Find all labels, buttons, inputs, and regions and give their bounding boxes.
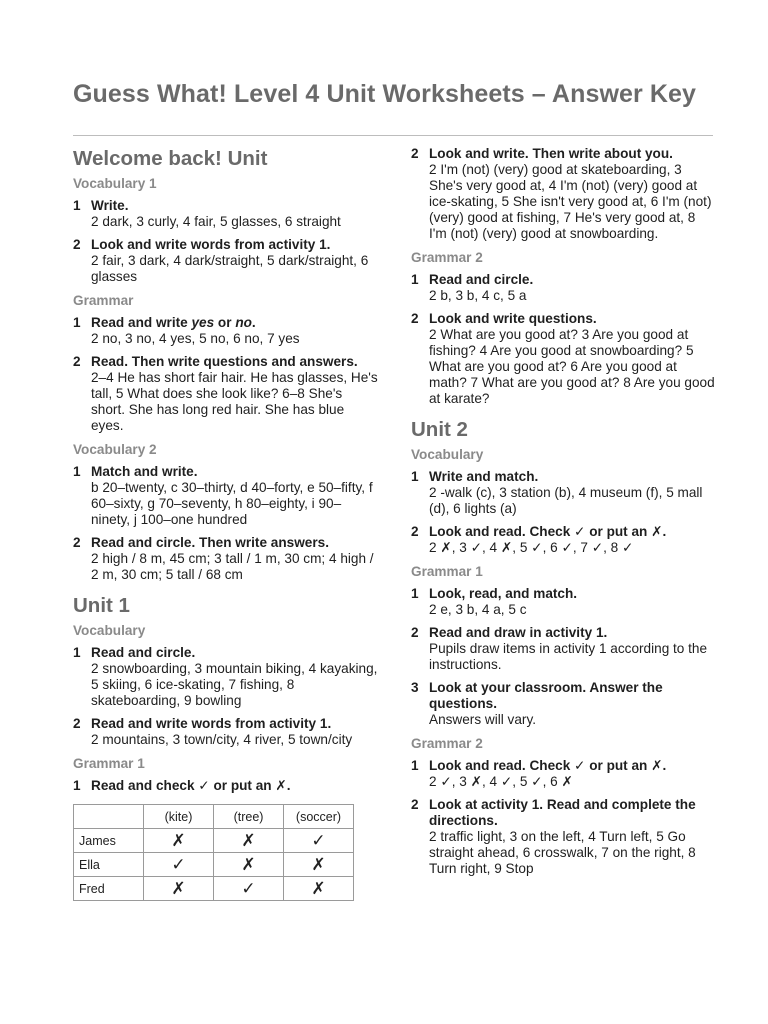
item-number: 1 bbox=[73, 464, 81, 479]
item-instruction: Read and circle. bbox=[91, 645, 196, 660]
table-row-name: Ella bbox=[74, 853, 144, 877]
item-number: 1 bbox=[73, 198, 81, 213]
item-instruction: Read and write words from activity 1. bbox=[91, 716, 332, 731]
section-title-unit1-grammar2: Grammar 2 bbox=[411, 250, 483, 265]
item-answer: Pupils draw items in activity 1 according to the instructions. bbox=[429, 641, 708, 672]
item-number: 2 bbox=[73, 716, 81, 731]
answer-item bbox=[411, 524, 716, 556]
check-table bbox=[73, 804, 354, 901]
item-number: 1 bbox=[73, 778, 81, 793]
page-title: Guess What! Level 4 Unit Worksheets – Answer Key bbox=[73, 80, 697, 108]
item-number: 1 bbox=[411, 469, 419, 484]
item-instruction: Look and write. Then write about you. bbox=[429, 146, 673, 161]
item-instruction: Read and circle. Then write answers. bbox=[91, 535, 329, 550]
answer-item bbox=[73, 354, 378, 434]
item-instruction: Read and draw in activity 1. bbox=[429, 625, 608, 640]
item-number: 2 bbox=[411, 524, 419, 539]
item-answer: 2 fair, 3 dark, 4 dark/straight, 5 dark/straight, 6 glasses bbox=[91, 253, 369, 284]
table-mark-cell: ✗ bbox=[144, 829, 214, 853]
item-instruction: Look and write words from activity 1. bbox=[91, 237, 331, 252]
item-instruction: Look and write questions. bbox=[429, 311, 597, 326]
item-answer: b 20–twenty, c 30–thirty, d 40–forty, e 50–fifty, f 60–sixty, g 70–seventy, h 80–eighty, i 90–ninety, j 100–one hundred bbox=[91, 480, 373, 527]
item-instruction: Write and match. bbox=[429, 469, 539, 484]
item-answer: 2 dark, 3 curly, 4 fair, 5 glasses, 6 straight bbox=[91, 214, 341, 229]
item-number: 2 bbox=[73, 237, 81, 252]
item-number: 2 bbox=[411, 311, 419, 326]
item-number: 1 bbox=[411, 272, 419, 287]
answer-item bbox=[411, 586, 716, 618]
instruction-part: . bbox=[251, 315, 256, 330]
item-answer: 2 mountains, 3 town/city, 4 river, 5 town/city bbox=[91, 732, 353, 747]
answer-item bbox=[73, 535, 378, 583]
table-mark-cell: ✗ bbox=[214, 853, 284, 877]
item-answer: 2 ✓, 3 ✗, 4 ✓, 5 ✓, 6 ✗ bbox=[429, 774, 573, 789]
item-instruction: Look at activity 1. Read and complete the directions. bbox=[429, 797, 696, 828]
item-answer: 2 I'm (not) (very) good at skateboarding, 3 She's very good at, 4 I'm (not) (very) good at ice-skating, 5 She isn't very good at, 6 I'm (not) (very) good at fishing, 7 He's very good at, 8 I'm (not) (very) good at snowboarding. bbox=[429, 162, 712, 241]
table-header-row bbox=[74, 805, 354, 829]
answer-item bbox=[73, 778, 378, 794]
item-number: 3 bbox=[411, 680, 419, 695]
table-row bbox=[74, 853, 354, 877]
item-number: 2 bbox=[73, 535, 81, 550]
item-number: 1 bbox=[73, 645, 81, 660]
answer-item bbox=[73, 198, 378, 230]
item-instruction: Look and read. Check ✓ or put an ✗. bbox=[429, 524, 667, 539]
item-number: 1 bbox=[411, 586, 419, 601]
instruction-yes: yes bbox=[191, 315, 215, 330]
unit-title-unit2: Unit 2 bbox=[411, 418, 468, 441]
item-instruction: Read and circle. bbox=[429, 272, 534, 287]
section-title-vocab1: Vocabulary 1 bbox=[73, 176, 157, 191]
instruction-no: no bbox=[235, 315, 252, 330]
item-answer: 2 ✗, 3 ✓, 4 ✗, 5 ✓, 6 ✓, 7 ✓, 8 ✓ bbox=[429, 540, 634, 555]
item-instruction: Match and write. bbox=[91, 464, 198, 479]
item-answer: 2–4 He has short fair hair. He has glasses, He's tall, 5 What does she look like? 6–8 She's short. She has long red hair. She has blue eyes. bbox=[91, 370, 378, 433]
section-title-grammar: Grammar bbox=[73, 293, 134, 308]
item-number: 2 bbox=[411, 146, 419, 161]
table-row-name: Fred bbox=[74, 877, 144, 901]
answer-item bbox=[73, 645, 378, 709]
item-instruction: Read. Then write questions and answers. bbox=[91, 354, 358, 369]
item-number: 2 bbox=[73, 354, 81, 369]
answer-item bbox=[411, 272, 716, 304]
item-instruction: Read and check ✓ or put an ✗. bbox=[91, 778, 291, 793]
answer-item bbox=[411, 797, 716, 877]
answer-item bbox=[411, 311, 716, 407]
instruction-part: or bbox=[214, 315, 236, 330]
answer-item bbox=[411, 680, 716, 728]
left-column bbox=[73, 146, 378, 901]
item-instruction: Write. bbox=[91, 198, 129, 213]
table-header-cell: (kite) bbox=[144, 805, 214, 829]
item-answer: 2 -walk (c), 3 station (b), 4 museum (f), 5 mall (d), 6 lights (a) bbox=[429, 485, 703, 516]
table-row bbox=[74, 877, 354, 901]
item-number: 1 bbox=[73, 315, 81, 330]
item-instruction: Look and read. Check ✓ or put an ✗. bbox=[429, 758, 667, 773]
item-answer: 2 high / 8 m, 45 cm; 3 tall / 1 m, 30 cm; 4 high / 2 m, 30 cm; 5 tall / 68 cm bbox=[91, 551, 374, 582]
item-number: 2 bbox=[411, 625, 419, 640]
table-mark-cell: ✓ bbox=[214, 877, 284, 901]
item-instruction: Look, read, and match. bbox=[429, 586, 578, 601]
item-instruction bbox=[91, 315, 378, 331]
section-title-unit2-vocab: Vocabulary bbox=[411, 447, 484, 462]
table-corner-cell bbox=[74, 805, 144, 829]
answer-item bbox=[411, 758, 716, 790]
right-column bbox=[411, 146, 716, 884]
unit-title-unit1: Unit 1 bbox=[73, 594, 130, 617]
item-answer: Answers will vary. bbox=[429, 712, 537, 727]
item-number: 2 bbox=[411, 797, 419, 812]
table-header-cell: (tree) bbox=[214, 805, 284, 829]
section-title-unit1-vocab: Vocabulary bbox=[73, 623, 146, 638]
item-instruction: Look at your classroom. Answer the questions. bbox=[429, 680, 663, 711]
unit-title-welcome: Welcome back! Unit bbox=[73, 147, 268, 170]
item-answer: 2 traffic light, 3 on the left, 4 Turn left, 5 Go straight ahead, 6 crosswalk, 7 on the right, 8 Turn right, 9 Stop bbox=[429, 829, 696, 876]
item-number: 1 bbox=[411, 758, 419, 773]
item-answer: 2 e, 3 b, 4 a, 5 c bbox=[429, 602, 527, 617]
answer-item bbox=[73, 315, 378, 347]
table-mark-cell: ✗ bbox=[214, 829, 284, 853]
answer-item bbox=[73, 716, 378, 748]
title-divider bbox=[73, 135, 713, 136]
section-title-unit1-grammar1: Grammar 1 bbox=[73, 756, 145, 771]
item-answer: 2 b, 3 b, 4 c, 5 a bbox=[429, 288, 527, 303]
answer-item bbox=[411, 146, 716, 242]
section-title-unit2-grammar2: Grammar 2 bbox=[411, 736, 483, 751]
table-mark-cell: ✗ bbox=[284, 877, 354, 901]
answer-item bbox=[411, 469, 716, 517]
table-mark-cell: ✓ bbox=[144, 853, 214, 877]
item-answer: 2 What are you good at? 3 Are you good at fishing? 4 Are you good at snowboarding? 5 What are you good at? 6 Are you good at math? 7 What are you good at? 8 Are you good at karate? bbox=[429, 327, 715, 406]
section-title-unit2-grammar1: Grammar 1 bbox=[411, 564, 483, 579]
table-row-name: James bbox=[74, 829, 144, 853]
answer-item bbox=[411, 625, 716, 673]
table-header-cell: (soccer) bbox=[284, 805, 354, 829]
instruction-part: Read and write bbox=[91, 315, 192, 330]
item-answer: 2 snowboarding, 3 mountain biking, 4 kayaking, 5 skiing, 6 ice-skating, 7 fishing, 8 skateboarding, 9 bowling bbox=[91, 661, 378, 708]
table-mark-cell: ✗ bbox=[284, 853, 354, 877]
table-mark-cell: ✓ bbox=[284, 829, 354, 853]
table-row bbox=[74, 829, 354, 853]
answer-item bbox=[73, 237, 378, 285]
answer-item bbox=[73, 464, 378, 528]
section-title-vocab2: Vocabulary 2 bbox=[73, 442, 157, 457]
item-answer: 2 no, 3 no, 4 yes, 5 no, 6 no, 7 yes bbox=[91, 331, 300, 346]
table-mark-cell: ✗ bbox=[144, 877, 214, 901]
